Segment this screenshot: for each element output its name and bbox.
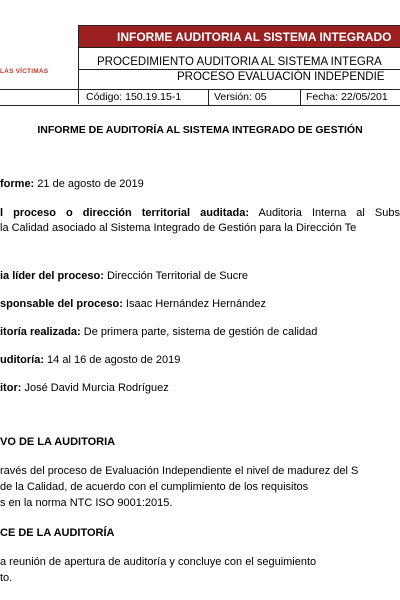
header-meta-row <box>0 89 400 106</box>
field-lider-proceso <box>0 270 248 282</box>
header-process: PROCESO EVALUACIÓN INDEPENDIE <box>177 71 385 83</box>
field-label: ia líder del proceso: <box>0 270 104 282</box>
header-code: Código: 150.19.15-1 <box>86 91 182 103</box>
field-fechas-auditoria <box>0 354 180 366</box>
field-label: l proceso o dirección territorial auditada: <box>0 207 250 219</box>
field-value: Dirección Territorial de Sucre <box>103 270 248 282</box>
header-version: Versión: 05 <box>214 91 267 103</box>
meta-divider <box>208 90 209 105</box>
field-fecha-informe <box>0 178 144 190</box>
field-label: itoría realizada: <box>0 326 81 338</box>
document-title: INFORME DE AUDITORÍA AL SISTEMA INTEGRADO DE GESTIÓN <box>37 124 363 136</box>
paragraph-line: a reunión de apertura de auditoría y concluye con el seguimiento <box>0 556 317 568</box>
document-header <box>0 0 400 104</box>
field-auditor <box>0 382 169 394</box>
field-value: Isaac Hernández Hernández <box>122 298 266 310</box>
field-value: 21 de agosto de 2019 <box>34 178 144 190</box>
meta-divider <box>300 90 301 105</box>
field-tipo-auditoria <box>0 326 317 338</box>
field-label: forme: <box>0 178 35 190</box>
field-value: José David Murcia Rodríguez <box>21 382 169 394</box>
header-date: Fecha: 22/05/201 <box>306 91 388 103</box>
field-label: uditoría: <box>0 354 44 366</box>
header-title: INFORME AUDITORIA AL SISTEMA INTEGRADO <box>79 25 400 48</box>
paragraph-line: to. <box>0 572 13 584</box>
paragraph-line: ravés del proceso de Evaluación Independiente el nivel de madurez del S <box>0 465 359 477</box>
organization-logo: LAS VÍCTIMAS <box>0 68 49 75</box>
section-heading-alcance: CE DE LA AUDITORÍA <box>0 527 115 539</box>
field-proceso-auditado-cont: la Calidad asociado al Sistema Integrado de Gestión para la Dirección Te <box>0 222 357 234</box>
field-value: Auditoria Interna al Subs <box>258 207 400 219</box>
paragraph-line: s en la norma NTC ISO 9001:2015. <box>0 497 173 509</box>
section-heading-objetivo: VO DE LA AUDITORIA <box>0 436 116 448</box>
header-procedure: PROCEDIMIENTO AUDITORIA AL SISTEMA INTEGRA <box>97 56 382 68</box>
field-label: sponsable del proceso: <box>0 298 123 310</box>
field-proceso-auditado <box>0 207 400 219</box>
field-value: 14 al 16 de agosto de 2019 <box>44 354 181 366</box>
field-value: De primera parte, sistema de gestión de calidad <box>80 326 318 338</box>
paragraph-line: de la Calidad, de acuerdo con el cumplimiento de los requisitos <box>0 481 309 493</box>
field-label: itor: <box>0 382 22 394</box>
field-responsable-proceso <box>0 298 266 310</box>
